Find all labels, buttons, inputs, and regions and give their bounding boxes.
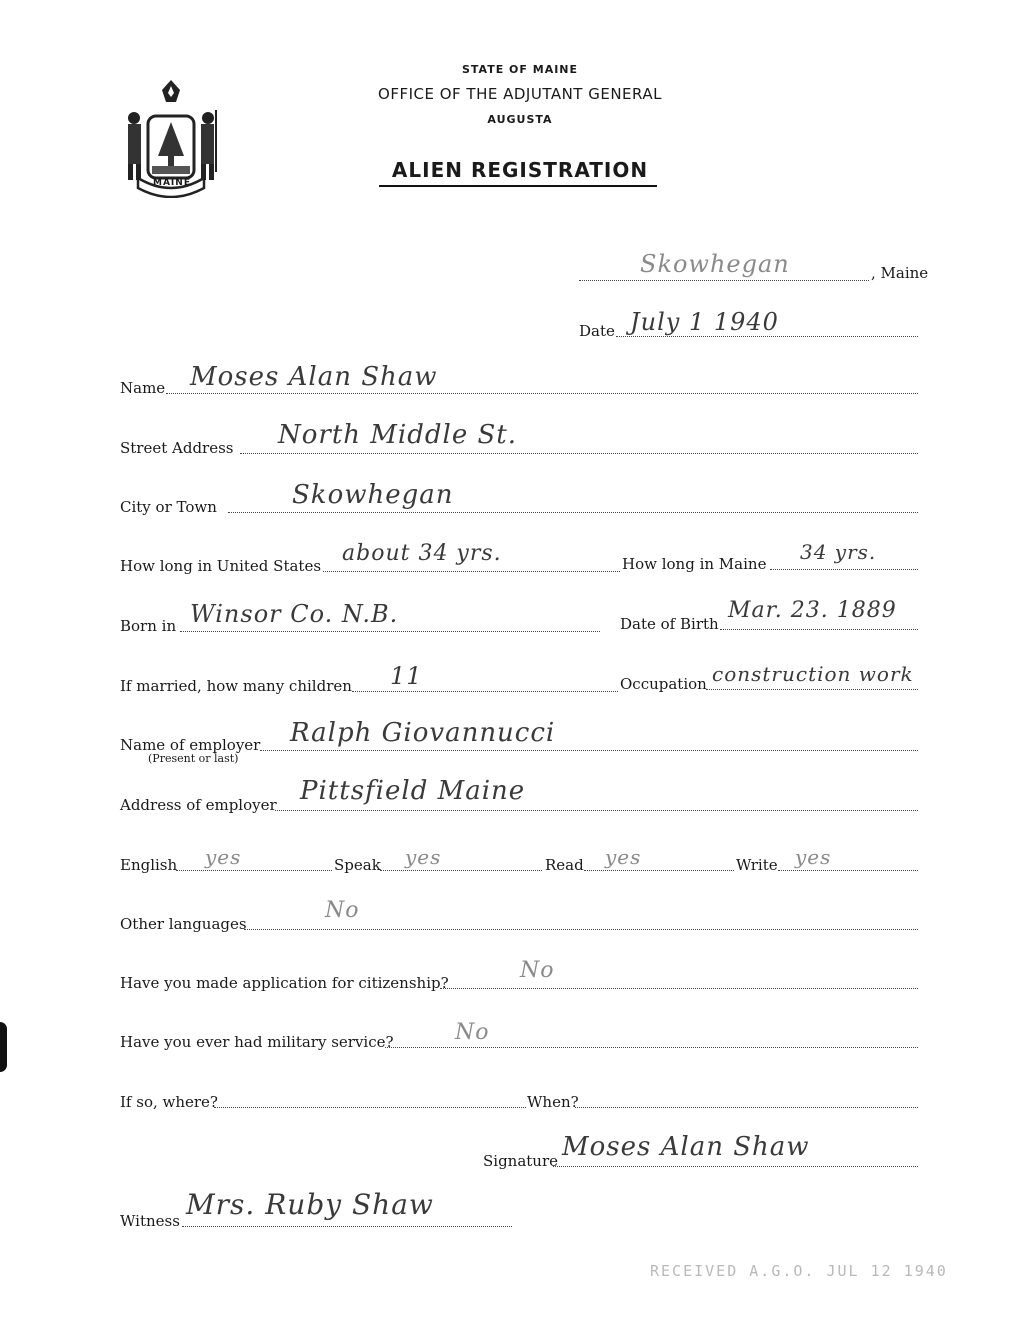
us-years-label: How long in United States [120, 557, 322, 575]
read-label: Read [545, 856, 584, 874]
write-label: Write [736, 856, 778, 874]
other-languages-label: Other languages [120, 915, 247, 933]
employer-value: Ralph Giovannucci [290, 718, 556, 748]
maine-years-value: 34 yrs. [800, 540, 877, 564]
us-years-line [323, 571, 620, 572]
place-value: Skowhegan [640, 250, 790, 278]
title-underline [379, 185, 657, 187]
read-value: yes [605, 845, 642, 869]
read-line [584, 870, 734, 871]
date-label: Date [579, 322, 615, 340]
children-line [352, 691, 618, 692]
english-label: English [120, 856, 178, 874]
when-line [575, 1107, 918, 1108]
dob-label: Date of Birth [620, 615, 719, 633]
signature-label: Signature [483, 1152, 559, 1170]
occupation-value: construction work [712, 662, 914, 686]
seal-word: MAINE [153, 178, 191, 188]
military-value: No [455, 1020, 490, 1045]
employer-address-value: Pittsfield Maine [300, 776, 526, 806]
occupation-label: Occupation [620, 675, 707, 693]
children-label: If married, how many children [120, 677, 352, 695]
scan-edge-mark [0, 1022, 7, 1072]
office-heading: OFFICE OF THE ADJUTANT GENERAL [378, 85, 662, 103]
born-line [180, 631, 600, 632]
write-value: yes [795, 845, 832, 869]
maine-years-label: How long in Maine [622, 555, 767, 573]
other-languages-value: No [325, 898, 360, 923]
date-line [616, 336, 918, 337]
signature-line [553, 1166, 918, 1167]
employer-label: Name of employer [120, 736, 261, 754]
employer-line [260, 750, 918, 751]
children-value: 11 [390, 662, 423, 690]
dob-value: Mar. 23. 1889 [728, 598, 897, 623]
city-heading: AUGUSTA [487, 113, 553, 126]
employer-sublabel: (Present or last) [148, 752, 239, 765]
name-label: Name [120, 379, 166, 397]
place-suffix: , Maine [871, 264, 929, 282]
witness-line [182, 1226, 512, 1227]
signature-value: Moses Alan Shaw [562, 1132, 810, 1162]
citizenship-line [440, 988, 918, 989]
date-value: July 1 1940 [630, 308, 779, 336]
write-line [778, 870, 918, 871]
english-value: yes [205, 845, 242, 869]
born-value: Winsor Co. N.B. [190, 600, 399, 628]
occupation-line [706, 689, 918, 690]
street-label: Street Address [120, 439, 234, 457]
english-line [176, 870, 332, 871]
dob-line [720, 629, 918, 630]
us-years-value: about 34 yrs. [342, 541, 502, 566]
form-title: ALIEN REGISTRATION [391, 158, 649, 182]
maine-years-line [770, 569, 918, 570]
street-line [240, 453, 918, 454]
other-languages-line [244, 929, 918, 930]
state-heading: STATE OF MAINE [461, 63, 579, 76]
city-line [228, 512, 918, 513]
name-value: Moses Alan Shaw [190, 362, 438, 392]
when-label: When? [527, 1093, 579, 1111]
speak-line [380, 870, 542, 871]
where-line [214, 1107, 526, 1108]
city-label: City or Town [120, 498, 217, 516]
where-label: If so, where? [120, 1093, 218, 1111]
citizenship-label: Have you made application for citizenship? [120, 974, 449, 992]
witness-value: Mrs. Ruby Shaw [186, 1188, 434, 1221]
street-value: North Middle St. [278, 420, 518, 450]
speak-label: Speak [334, 856, 381, 874]
employer-address-label: Address of employer [120, 796, 277, 814]
citizenship-value: No [520, 958, 555, 983]
witness-label: Witness [120, 1212, 180, 1230]
employer-address-line [275, 810, 918, 811]
place-line [579, 280, 869, 281]
military-label: Have you ever had military service? [120, 1033, 394, 1051]
city-value: Skowhegan [292, 480, 454, 510]
born-label: Born in [120, 617, 177, 635]
military-line [385, 1047, 918, 1048]
received-stamp: RECEIVED A.G.O. JUL 12 1940 [650, 1262, 948, 1280]
name-line [166, 393, 918, 394]
speak-value: yes [405, 845, 442, 869]
